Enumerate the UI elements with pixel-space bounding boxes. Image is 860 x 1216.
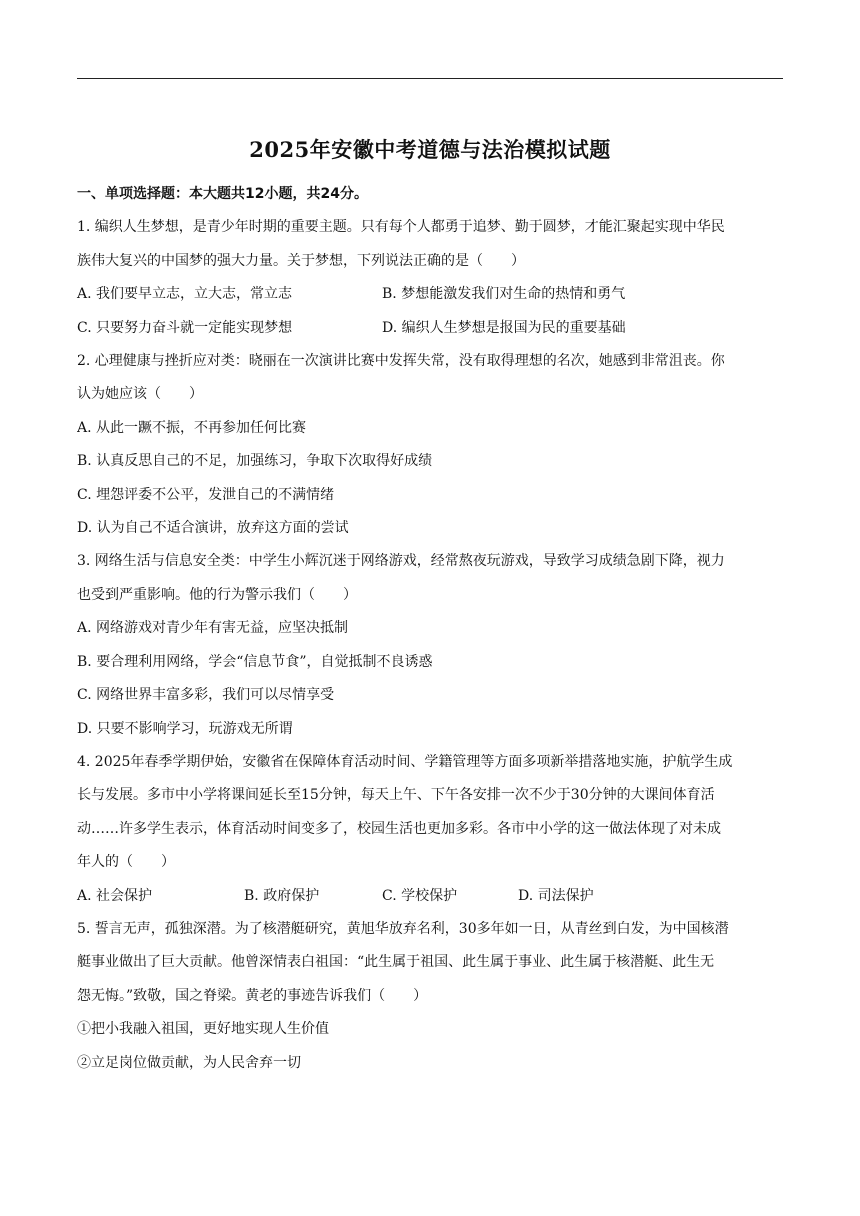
option-d[interactable]: D. 司法保护: [518, 887, 594, 904]
option-b[interactable]: B. 政府保护: [244, 887, 320, 904]
question-stem-line: 认为她应该（ ）: [77, 386, 203, 403]
option-b[interactable]: B. 认真反思自己的不足，加强练习，争取下次取得好成绩: [77, 453, 433, 470]
question-stem-line: 怨无悔。”致敬，国之脊梁。黄老的事迹告诉我们（ ）: [77, 987, 428, 1004]
question-3: [77, 545, 783, 745]
question-stem-line: 3. 网络生活与信息安全类：中学生小辉沉迷于网络游戏，经常熬夜玩游戏，导致学习成绩急剧下降，视力: [77, 553, 725, 570]
section-heading: 一、单项选择题：本大题共12小题，共24分。: [77, 186, 368, 202]
question-2: [77, 345, 783, 545]
statement-1: ①把小我融入祖国，更好地实现人生价值: [77, 1021, 329, 1038]
question-stem-line: 4. 2025年春季学期伊始，安徽省在保障体育活动时间、学籍管理等方面多项新举措落地实施，护航学生成: [77, 753, 733, 770]
option-d[interactable]: D. 只要不影响学习，玩游戏无所谓: [77, 720, 293, 737]
question-stem-line: 5. 誓言无声，孤独深潜。为了核潜艇研究，黄旭华放弃名利，30多年如一日，从青丝到白发，为中国核潜: [77, 920, 729, 937]
question-stem-line: 1. 编织人生梦想，是青少年时期的重要主题。只有每个人都勇于追梦、勤于圆梦，才能汇聚起实现中华民: [77, 219, 725, 236]
option-row: [77, 312, 783, 345]
option-c[interactable]: C. 埋怨评委不公平，发泄自己的不满情绪: [77, 486, 335, 503]
option-b[interactable]: B. 要合理利用网络，学会“信息节食”，自觉抵制不良诱惑: [77, 653, 433, 670]
question-stem-line: 2. 心理健康与挫折应对类：晓丽在一次演讲比赛中发挥失常，没有取得理想的名次，她感到非常沮丧。你: [77, 353, 725, 370]
question-stem-line: 族伟大复兴的中国梦的强大力量。关于梦想，下列说法正确的是（ ）: [77, 252, 525, 269]
exam-content: [77, 178, 783, 1080]
option-a[interactable]: A. 社会保护: [77, 887, 153, 904]
question-stem-line: 艇事业做出了巨大贡献。他曾深情表白祖国：“此生属于祖国、此生属于事业、此生属于核潜艇、此生无: [77, 954, 715, 971]
question-stem-line: 也受到严重影响。他的行为警示我们（ ）: [77, 586, 357, 603]
option-c[interactable]: C. 网络世界丰富多彩，我们可以尽情享受: [77, 687, 335, 704]
exam-title: 2025年安徽中考道德与法治模拟试题: [249, 137, 611, 162]
option-d[interactable]: D. 认为自己不适合演讲，放弃这方面的尝试: [77, 520, 349, 537]
question-4: [77, 746, 783, 913]
option-b[interactable]: B. 梦想能激发我们对生命的热情和勇气: [382, 286, 626, 303]
question-1: [77, 211, 783, 345]
option-row: [77, 278, 783, 311]
option-a[interactable]: A. 我们要早立志，立大志，常立志: [77, 286, 293, 303]
option-row: [77, 880, 783, 913]
header-rule: [77, 78, 783, 79]
option-c[interactable]: C. 只要努力奋斗就一定能实现梦想: [77, 319, 293, 336]
option-a[interactable]: A. 从此一蹶不振，不再参加任何比赛: [77, 419, 307, 436]
option-a[interactable]: A. 网络游戏对青少年有害无益，应坚决抵制: [77, 620, 349, 637]
question-stem-line: 长与发展。多市中小学将课间延长至15分钟，每天上午、下午各安排一次不少于30分钟的大课间体育活: [77, 787, 715, 804]
option-c[interactable]: C. 学校保护: [382, 887, 458, 904]
question-5: [77, 913, 783, 1080]
question-stem-line: 年人的（ ）: [77, 854, 175, 871]
question-stem-line: 动……许多学生表示，体育活动时间变多了，校园生活也更加多彩。各市中小学的这一做法体现了对未成: [77, 820, 721, 837]
statement-2: ②立足岗位做贡献，为人民舍弃一切: [77, 1054, 301, 1071]
option-d[interactable]: D. 编织人生梦想是报国为民的重要基础: [382, 319, 626, 336]
